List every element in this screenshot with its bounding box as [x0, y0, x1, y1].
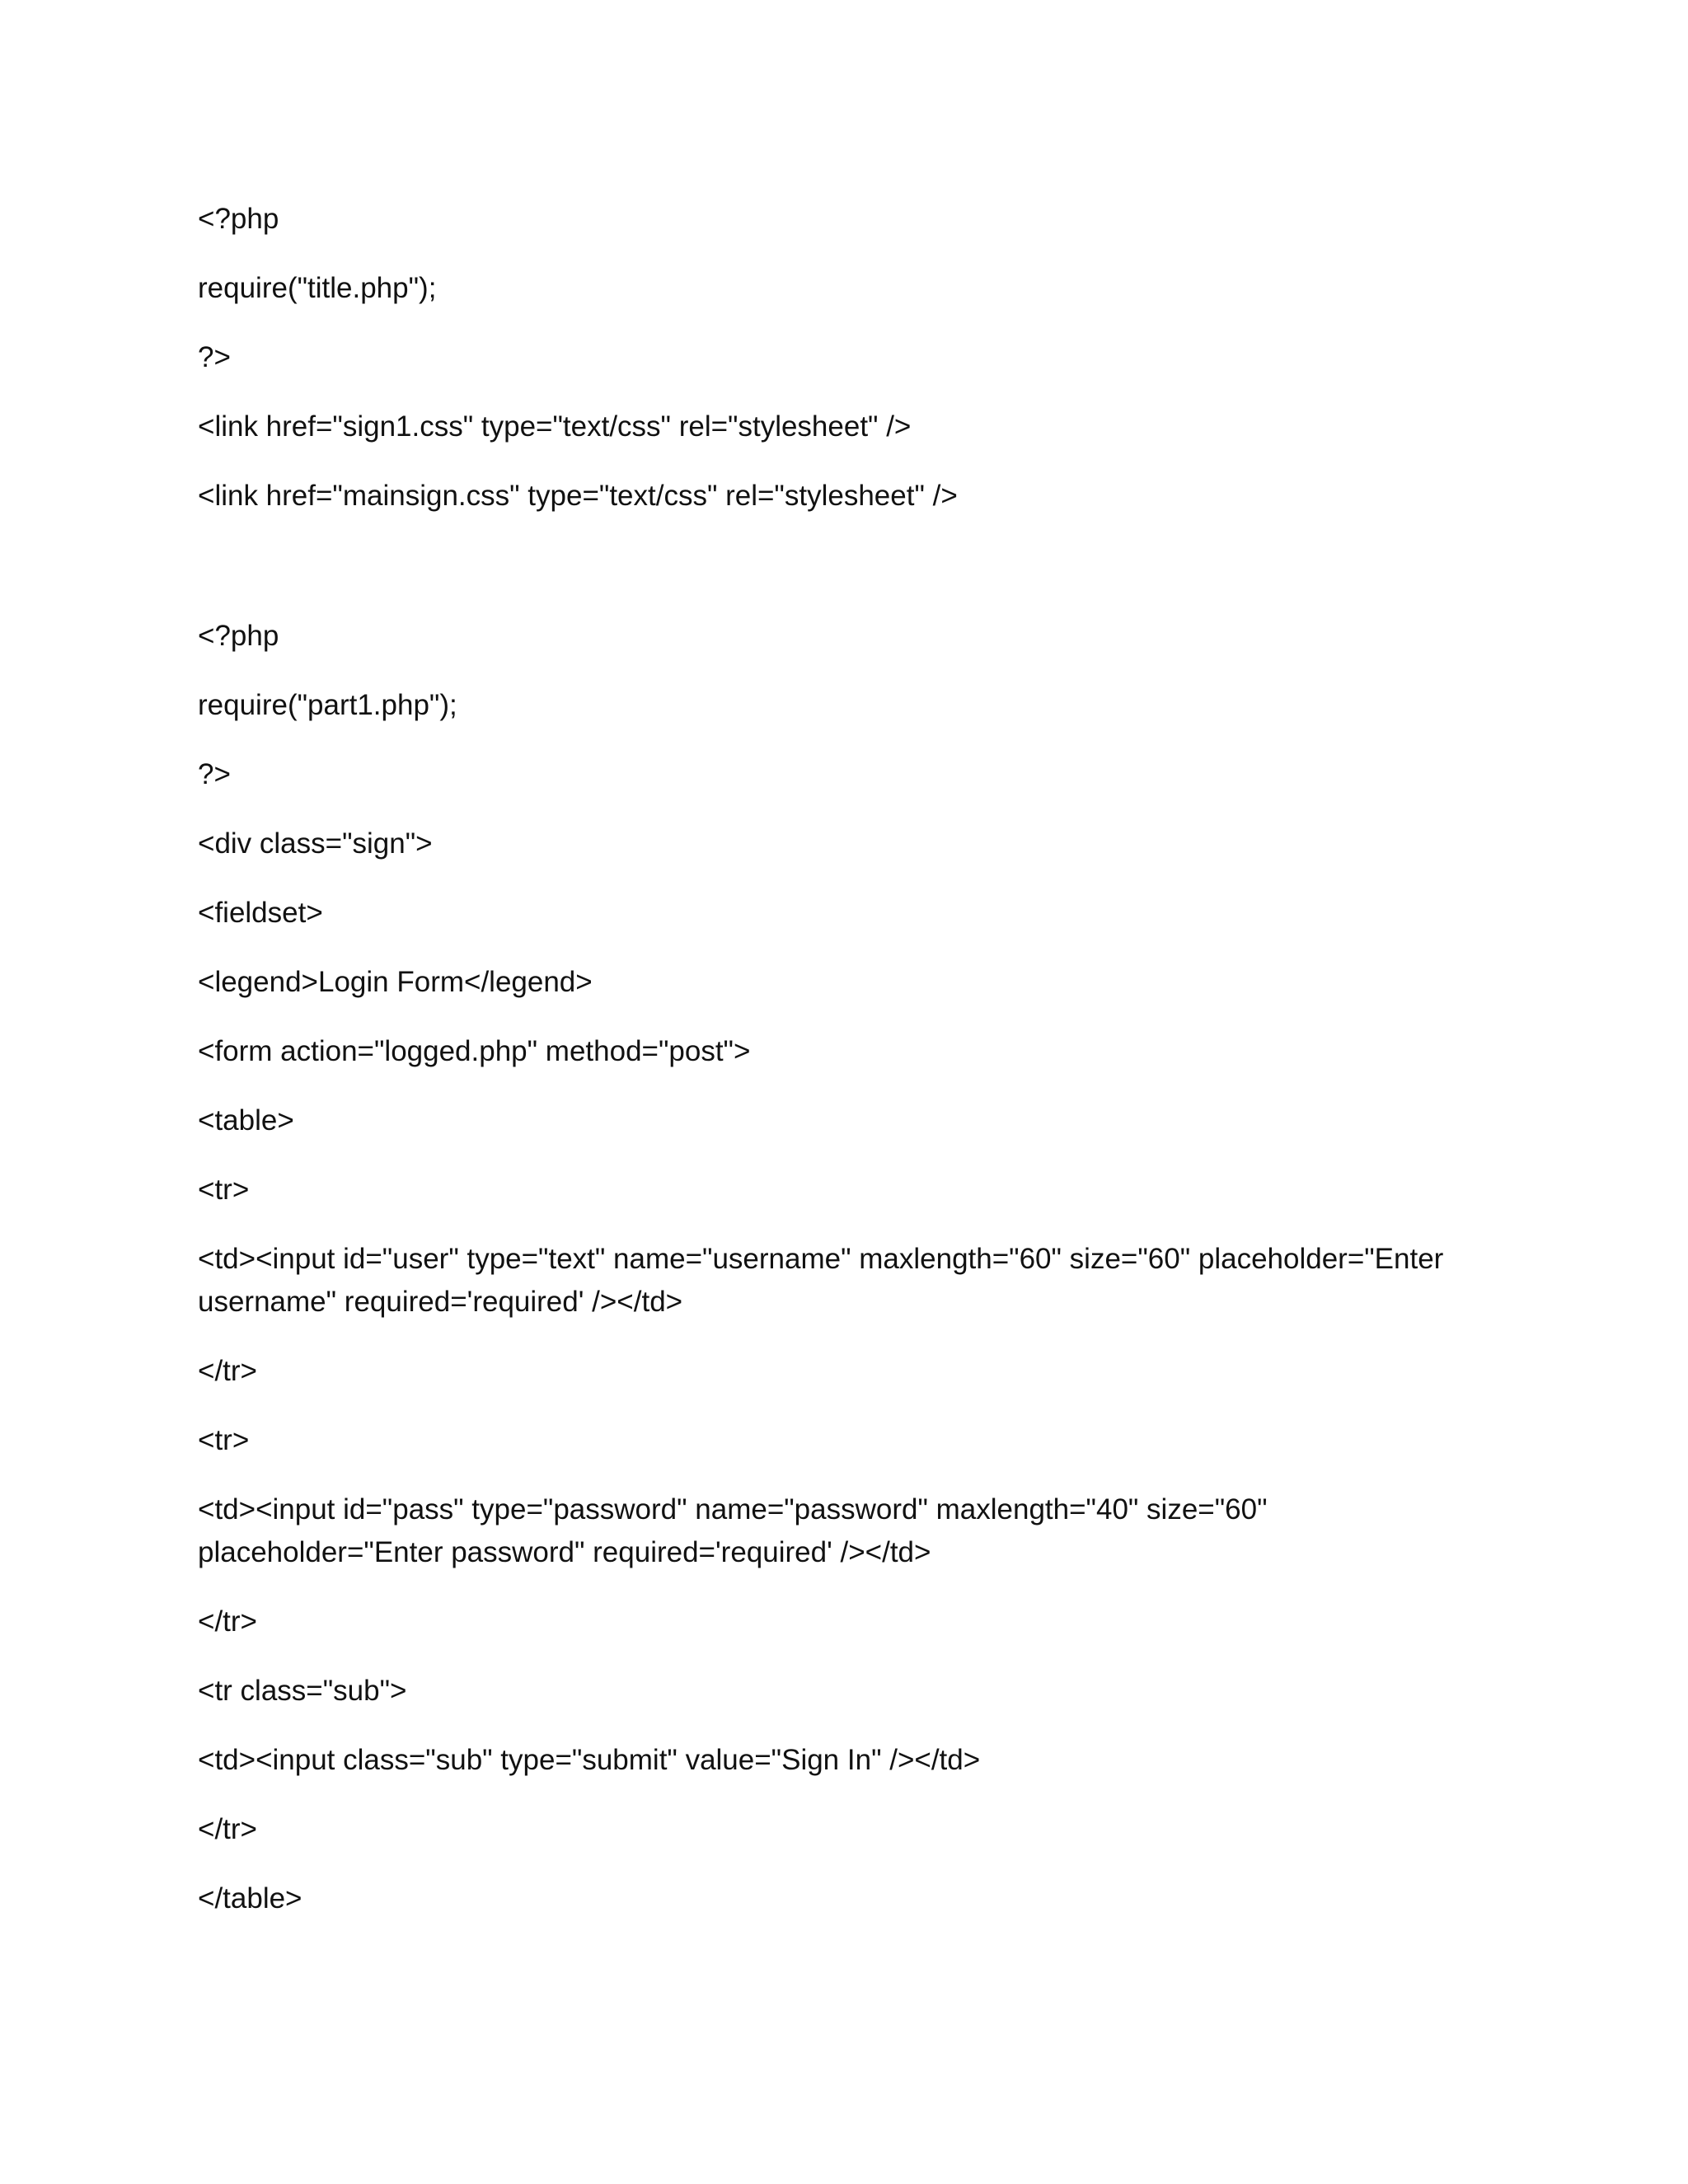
code-line: require("title.php"); [198, 272, 437, 304]
code-line: ?> [198, 758, 231, 790]
code-line: <link href="sign1.css" type="text/css" rel="stylesheet" /> [198, 410, 912, 443]
code-line: <link href="mainsign.css" type="text/css" rel="stylesheet" /> [198, 480, 958, 512]
code-listing [198, 198, 1484, 1947]
code-line: ?> [198, 341, 231, 373]
code-line: <tr class="sub"> [198, 1675, 407, 1707]
code-line: </tr> [198, 1355, 257, 1387]
blank-line-gap [198, 544, 1484, 615]
code-line: </tr> [198, 1813, 257, 1845]
code-line: <td><input class="sub" type="submit" value="Sign In" /></td> [198, 1744, 981, 1776]
code-line: <td><input id="user" type="text" name="username" maxlength="60" size="60" placeholder="Enter username" required='required' /></td> [198, 1243, 1444, 1318]
code-line: <table> [198, 1104, 294, 1137]
code-line: <div class="sign"> [198, 827, 433, 860]
code-line: <?php [198, 620, 279, 652]
code-line: </tr> [198, 1605, 257, 1638]
code-line: <tr> [198, 1424, 250, 1456]
code-line: require("part1.php"); [198, 689, 457, 721]
code-line: </table> [198, 1882, 302, 1915]
code-line: <fieldset> [198, 897, 323, 929]
code-line: <td><input id="pass" type="password" name="password" maxlength="40" size="60" placeholder="Enter password" required='required' /></td> [198, 1493, 1268, 1568]
code-line: <form action="logged.php" method="post"> [198, 1035, 751, 1067]
code-line: <?php [198, 203, 279, 235]
code-line: <tr> [198, 1174, 250, 1206]
code-line: <legend>Login Form</legend> [198, 966, 593, 998]
